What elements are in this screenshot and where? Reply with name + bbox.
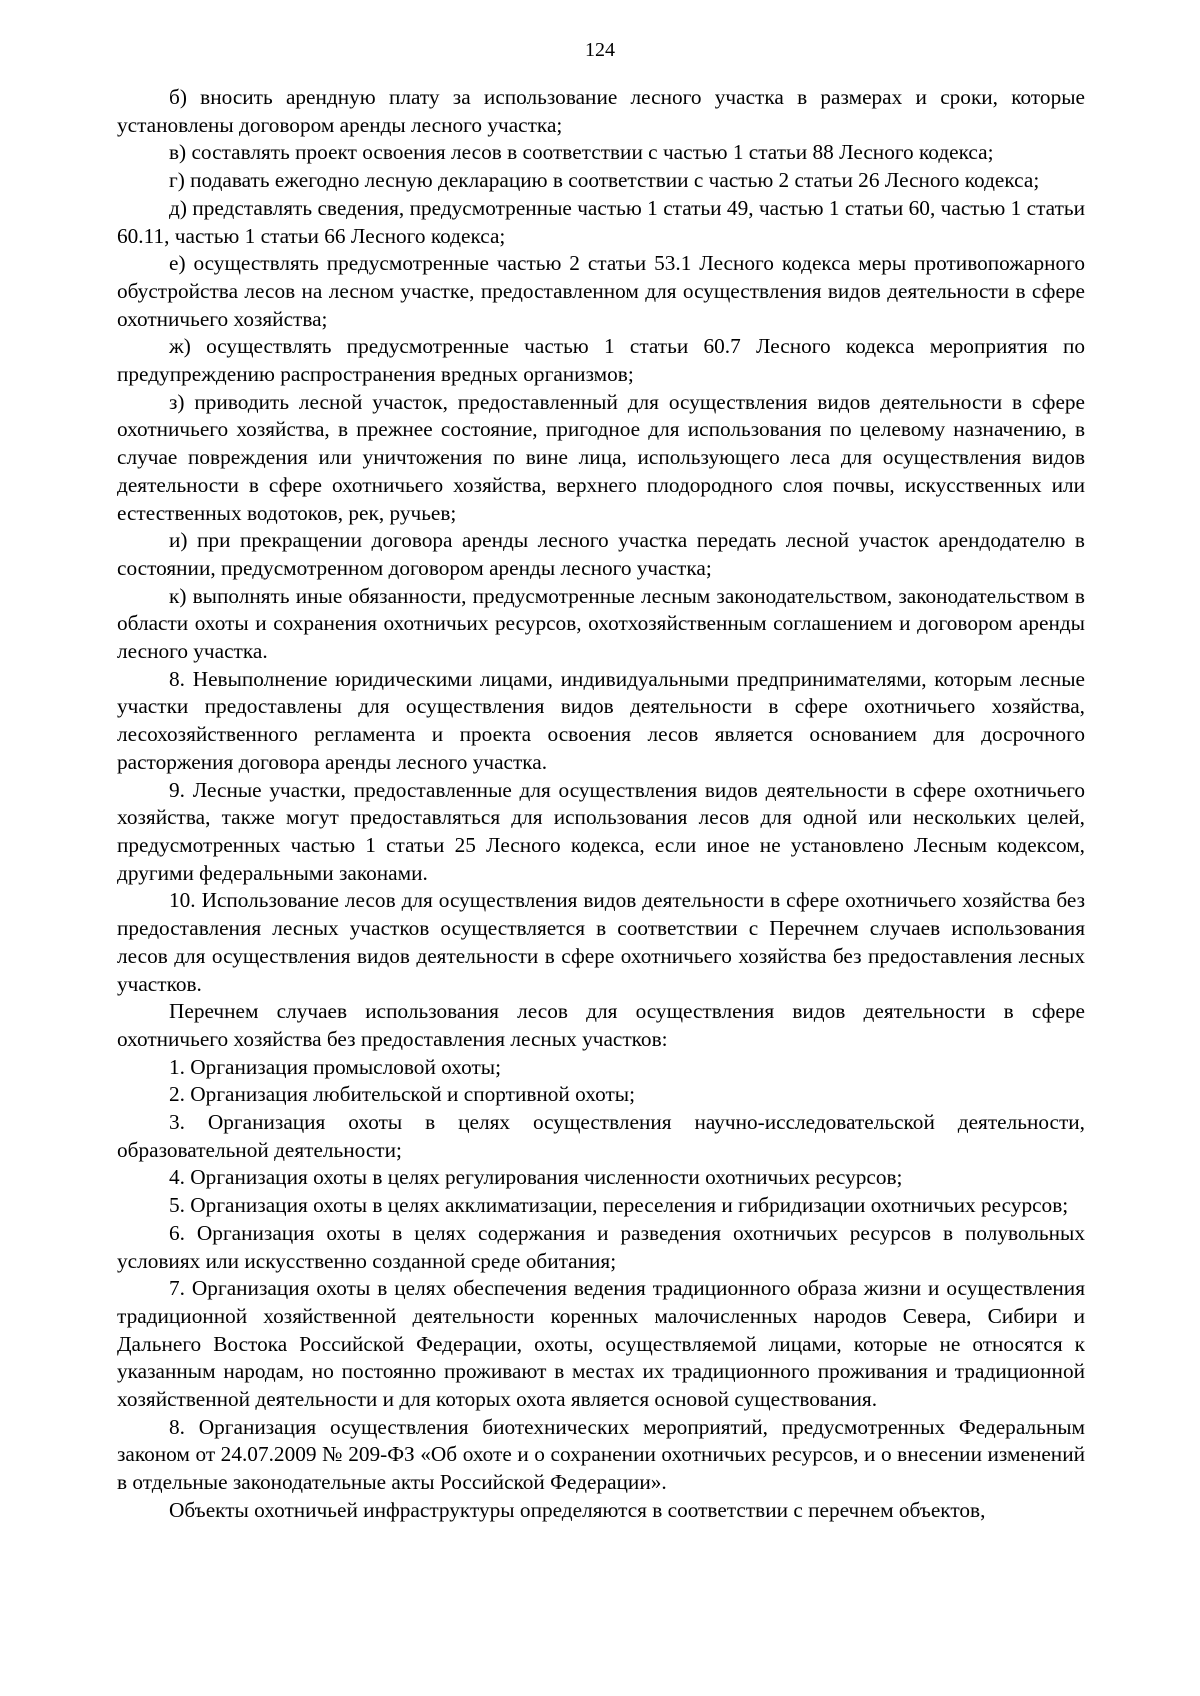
paragraph: з) приводить лесной участок, предоставленный для осуществления видов деятельности в сфере охотничьего хозяйства, в прежнее состояние, пригодное для использования по целевому назначению, в случае повреждения или уничтожения по вине лица, использующего леса для осуществления видов деятельности в сфере охотничьего хозяйства, верхнего плодородного слоя почвы, искусственных или естественных водотоков, рек, ручьев; — [117, 389, 1085, 525]
paragraph: к) выполнять иные обязанности, предусмотренные лесным законодательством, законодательством в области охоты и сохранения охотничьих ресурсов, охотхозяйственным соглашением и договором аренды лесного участка. — [117, 583, 1085, 664]
page-number: 124 — [585, 39, 615, 61]
paragraph: 9. Лесные участки, предоставленные для осуществления видов деятельности в сфере охотничьего хозяйства, также могут предоставляться для использования лесов для одной или нескольких целей, предусмотренных частью 1 статьи 25 Лесного кодекса, если иное не установлено Лесным кодексом, другими федеральными законами. — [117, 777, 1085, 885]
list-item: 6. Организация охоты в целях содержания и разведения охотничьих ресурсов в полувольных условиях или искусственно созданной среде обитания; — [117, 1220, 1085, 1273]
list-item: 1. Организация промысловой охоты; — [169, 1054, 502, 1079]
paragraph: в) составлять проект освоения лесов в соответствии с частью 1 статьи 88 Лесного кодекса; — [169, 140, 994, 165]
paragraph: д) представлять сведения, предусмотренные частью 1 статьи 49, частью 1 статьи 60, частью 1 статьи 60.11, частью 1 статьи 66 Лесного кодекса; — [117, 195, 1085, 248]
paragraph: и) при прекращении договора аренды лесного участка передать лесной участок арендодателю в состоянии, предусмотренном договором аренды лесного участка; — [117, 528, 1085, 580]
list-item: 5. Организация охоты в целях акклиматизации, переселения и гибридизации охотничьих ресурсов; — [169, 1193, 1069, 1218]
paragraph: Перечнем случаев использования лесов для осуществления видов деятельности в сфере охотничьего хозяйства без предоставления лесных участков: — [117, 999, 1085, 1051]
paragraph: Объекты охотничьей инфраструктуры определяются в соответствии с перечнем объектов, — [169, 1497, 986, 1522]
list-item: 4. Организация охоты в целях регулирования численности охотничьих ресурсов; — [169, 1165, 903, 1190]
paragraph: б) вносить арендную плату за использование лесного участка в размерах и сроки, которые установлены договором аренды лесного участка; — [117, 85, 1085, 137]
list-item: 3. Организация охоты в целях осуществления научно-исследовательской деятельности, образовательной деятельности; — [117, 1110, 1085, 1162]
paragraph: г) подавать ежегодно лесную декларацию в соответствии с частью 2 статьи 26 Лесного кодекса; — [169, 168, 1040, 193]
document-body — [117, 84, 1085, 1525]
paragraph: е) осуществлять предусмотренные частью 2 статьи 53.1 Лесного кодекса меры противопожарного обустройства лесов на лесном участке, предоставленном для осуществления видов деятельности в сфере охотничьего хозяйства; — [117, 251, 1085, 331]
list-item: 7. Организация охоты в целях обеспечения ведения традиционного образа жизни и осуществления традиционной хозяйственной деятельности коренных малочисленных народов Севера, Сибири и Дальнего Востока Российской Федерации, охоты, осуществляемой лицами, которые не относятся к указанным народам, но постоянно проживают в местах их традиционного проживания и традиционной хозяйственной деятельности и для которых охота является основой существования. — [117, 1276, 1085, 1412]
list-item: 8. Организация осуществления биотехнических мероприятий, предусмотренных Федеральным законом от 24.07.2009 № 209-ФЗ «Об охоте и о сохранении охотничьих ресурсов, и о внесении изменений в отдельные законодательные акты Российской Федерации». — [117, 1414, 1085, 1495]
paragraph: 10. Использование лесов для осуществления видов деятельности в сфере охотничьего хозяйства без предоставления лесных участков осуществляется в соответствии с Перечнем случаев использования лесов для осуществления видов деятельности в сфере охотничьего хозяйства без предоставления лесных участков. — [117, 888, 1085, 996]
paragraph: 8. Невыполнение юридическими лицами, индивидуальными предпринимателями, которым лесные участки предоставлены для осуществления видов деятельности в сфере охотничьего хозяйства, лесохозяйственного регламента и проекта освоения лесов является основанием для досрочного расторжения договора аренды лесного участка. — [117, 666, 1085, 774]
paragraph: ж) осуществлять предусмотренные частью 1 статьи 60.7 Лесного кодекса мероприятия по предупреждению распространения вредных организмов; — [117, 334, 1085, 387]
list-item: 2. Организация любительской и спортивной охоты; — [169, 1082, 636, 1107]
